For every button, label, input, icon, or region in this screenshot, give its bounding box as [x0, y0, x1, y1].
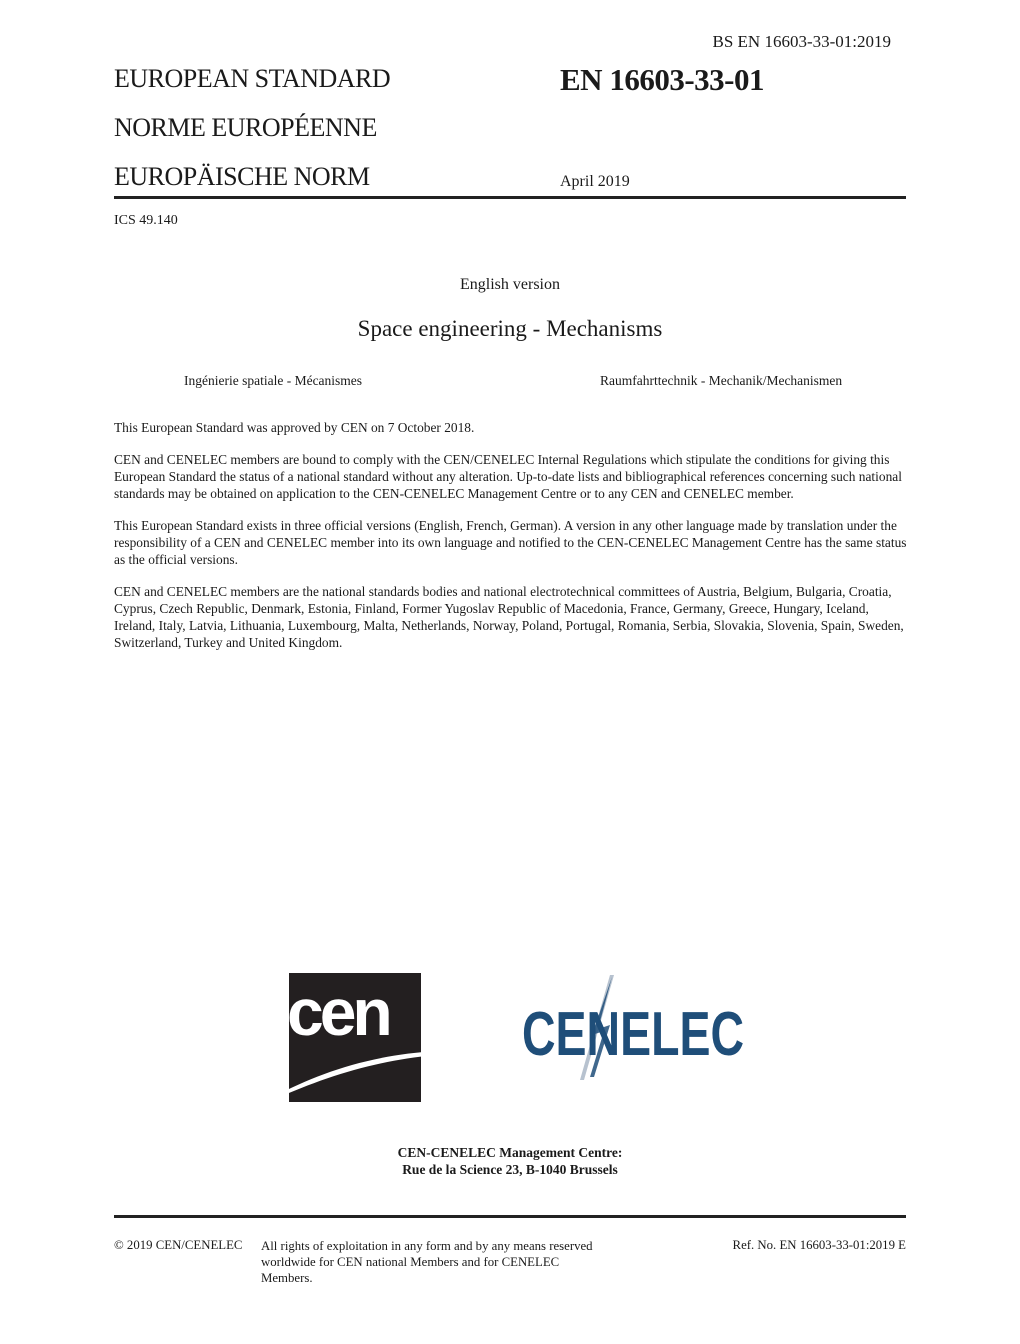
- version-label: English version: [460, 276, 560, 293]
- reference-number: Ref. No. EN 16603-33-01:2019 E: [732, 1238, 906, 1252]
- label-europaische-norm: EUROPÄISCHE NORM: [114, 162, 370, 191]
- label-norme-europeenne: NORME EUROPÉENNE: [114, 113, 377, 142]
- centre-street: Rue de la Science 23, B-1040 Brussels: [402, 1162, 618, 1177]
- title-german: Raumfahrttechnik - Mechanik/Mechanismen: [600, 373, 843, 388]
- label-european-standard: EUROPEAN STANDARD: [114, 64, 391, 93]
- copyright: © 2019 CEN/CENELEC: [114, 1238, 243, 1252]
- compliance-paragraph: CEN and CENELEC members are bound to comply with the CEN/CENELEC Internal Regulations which stipulate the conditions for giving this European Standard the status of a national standard without any alteration. Up-to-date lists and bibliographical references concerning such national standards may be obtained on application to the CEN-CENELEC Management Centre or to any CEN and CENELEC member.: [114, 452, 902, 501]
- header-rule: [114, 196, 906, 199]
- members-paragraph: CEN and CENELEC members are the national standards bodies and national electrotechnical committees of Austria, Belgium, Bulgaria, Croatia, Cyprus, Czech Republic, Denmark, Estonia, Finland, Former Yugoslav Republic of Macedonia, France, Germany, Greece, Hungary, Iceland, Ireland, Italy, Latvia, Lithuania, Luxembourg, Malta, Netherlands, Norway, Poland, Portugal, Romania, Serbia, Slovakia, Slovenia, Spain, Sweden, Switzerland, Turkey and United Kingdom.: [114, 584, 904, 650]
- body-text: [114, 419, 910, 666]
- svg-text:CENELEC: CENELEC: [522, 1000, 744, 1069]
- footer-rule: [114, 1215, 906, 1218]
- en-number: EN 16603-33-01: [560, 62, 764, 97]
- cenelec-logo: [520, 975, 750, 1085]
- centre-name: CEN-CENELEC Management Centre:: [397, 1145, 623, 1160]
- approval-paragraph: This European Standard was approved by CEN on 7 October 2018.: [114, 420, 475, 435]
- management-centre-address: [0, 1144, 1020, 1178]
- document-title: Space engineering - Mechanisms: [357, 316, 663, 341]
- versions-paragraph: This European Standard exists in three official versions (English, French, German). A version in any other language made by translation under the responsibility of a CEN and CENELEC member into its own language and notified to the CEN-CENELEC Management Centre has the same status as the official versions.: [114, 518, 907, 567]
- bs-reference: BS EN 16603-33-01:2019: [712, 32, 891, 51]
- publication-date: April 2019: [560, 173, 630, 190]
- ics-code: ICS 49.140: [114, 213, 178, 228]
- rights-notice: All rights of exploitation in any form and by any means reserved worldwide for CEN national Members and for CENELEC Members.: [261, 1239, 593, 1285]
- svg-text:cen: cen: [287, 975, 389, 1049]
- title-french: Ingénierie spatiale - Mécanismes: [184, 373, 363, 388]
- cen-logo: [289, 973, 421, 1102]
